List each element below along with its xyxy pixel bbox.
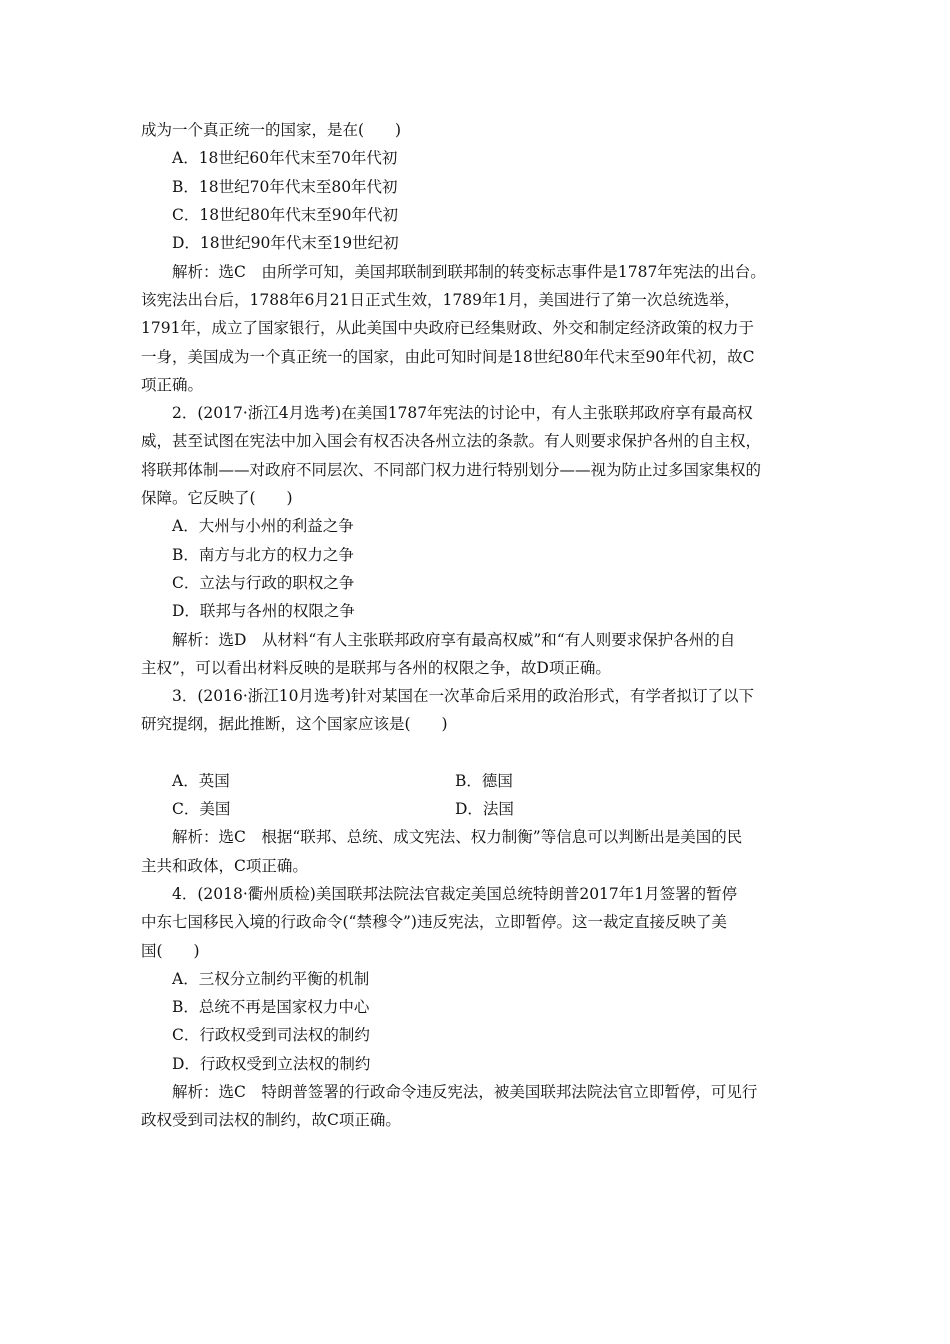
q4-stem-line: 国( ) — [141, 942, 200, 960]
q2-option-b: B．南方与北方的权力之争 — [172, 546, 354, 564]
q1-analysis-line: 1791年，成立了国家银行，从此美国中央政府已经集财政、外交和制定经济政策的权力于 — [141, 319, 754, 337]
q4-stem-line: 4．(2018·衢州质检)美国联邦法院法官裁定美国总统特朗普2017年1月签署的暂停 — [172, 885, 738, 903]
q3-stem-line: 研究提纲，据此推断，这个国家应该是( ) — [141, 715, 448, 733]
q4-analysis-line: 政权受到司法权的制约，故C项正确。 — [141, 1111, 401, 1129]
q2-analysis-line: 主权”，可以看出材料反映的是联邦与各州的权限之争，故D项正确。 — [141, 659, 611, 677]
q1-option-a: A．18世纪60年代末至70年代初 — [172, 149, 398, 167]
q3-option-d: D．法国 — [455, 800, 514, 818]
q2-analysis-line: 解析：选D 从材料“有人主张联邦政府享有最高权威”和“有人则要求保护各州的自 — [172, 631, 736, 649]
q2-option-a: A．大州与小州的利益之争 — [172, 517, 354, 535]
q1-option-c: C．18世纪80年代末至90年代初 — [172, 206, 399, 224]
q4-option-b: B．总统不再是国家权力中心 — [172, 998, 370, 1016]
q4-option-a: A．三权分立制约平衡的机制 — [172, 970, 370, 988]
q1-stem-tail: 成为一个真正统一的国家，是在( ) — [141, 121, 402, 139]
q4-option-c: C．行政权受到司法权的制约 — [172, 1026, 370, 1044]
q1-option-d: D．18世纪90年代末至19世纪初 — [172, 234, 399, 252]
q2-stem-line: 2．(2017·浙江4月选考)在美国1787年宪法的讨论中，有人主张联邦政府享有最高权 — [172, 404, 753, 422]
q1-option-b: B．18世纪70年代末至80年代初 — [172, 178, 398, 196]
q3-option-c: C．美国 — [172, 800, 231, 818]
q1-analysis-line: 一身，美国成为一个真正统一的国家，由此可知时间是18世纪80年代末至90年代初，故C — [141, 348, 755, 366]
q4-option-d: D．行政权受到立法权的制约 — [172, 1055, 371, 1073]
q3-option-a: A．英国 — [172, 772, 230, 790]
q2-stem-line: 将联邦体制——对政府不同层次、不同部门权力进行特别划分——视为防止过多国家集权的 — [141, 461, 762, 479]
q4-analysis-line: 解析：选C 特朗普签署的行政命令违反宪法，被美国联邦法院法官立即暂停，可见行 — [172, 1083, 758, 1101]
q1-analysis-line: 解析：选C 由所学可知，美国邦联制到联邦制的转变标志事件是1787年宪法的出台。 — [172, 263, 766, 281]
q1-analysis-line: 该宪法出台后，1788年6月21日正式生效，1789年1月，美国进行了第一次总统选举， — [141, 291, 740, 309]
q2-option-d: D．联邦与各州的权限之争 — [172, 602, 355, 620]
q3-analysis-line: 主共和政体，C项正确。 — [141, 857, 308, 875]
q1-analysis-line: 项正确。 — [141, 376, 204, 394]
q2-stem-line: 威，甚至试图在宪法中加入国会有权否决各州立法的条款。有人则要求保护各州的自主权， — [141, 432, 762, 450]
q4-stem-line: 中东七国移民入境的行政命令(“禁穆令”)违反宪法，立即暂停。这一裁定直接反映了美 — [141, 913, 727, 931]
q2-option-c: C．立法与行政的职权之争 — [172, 574, 355, 592]
q2-stem-line: 保障。它反映了( ) — [141, 489, 293, 507]
q3-stem-line: 3．(2016·浙江10月选考)针对某国在一次革命后采用的政治形式，有学者拟订了以下 — [172, 687, 755, 705]
q3-analysis-line: 解析：选C 根据“联邦、总统、成文宪法、权力制衡”等信息可以判断出是美国的民 — [172, 828, 743, 846]
q3-option-b: B．德国 — [455, 772, 513, 790]
